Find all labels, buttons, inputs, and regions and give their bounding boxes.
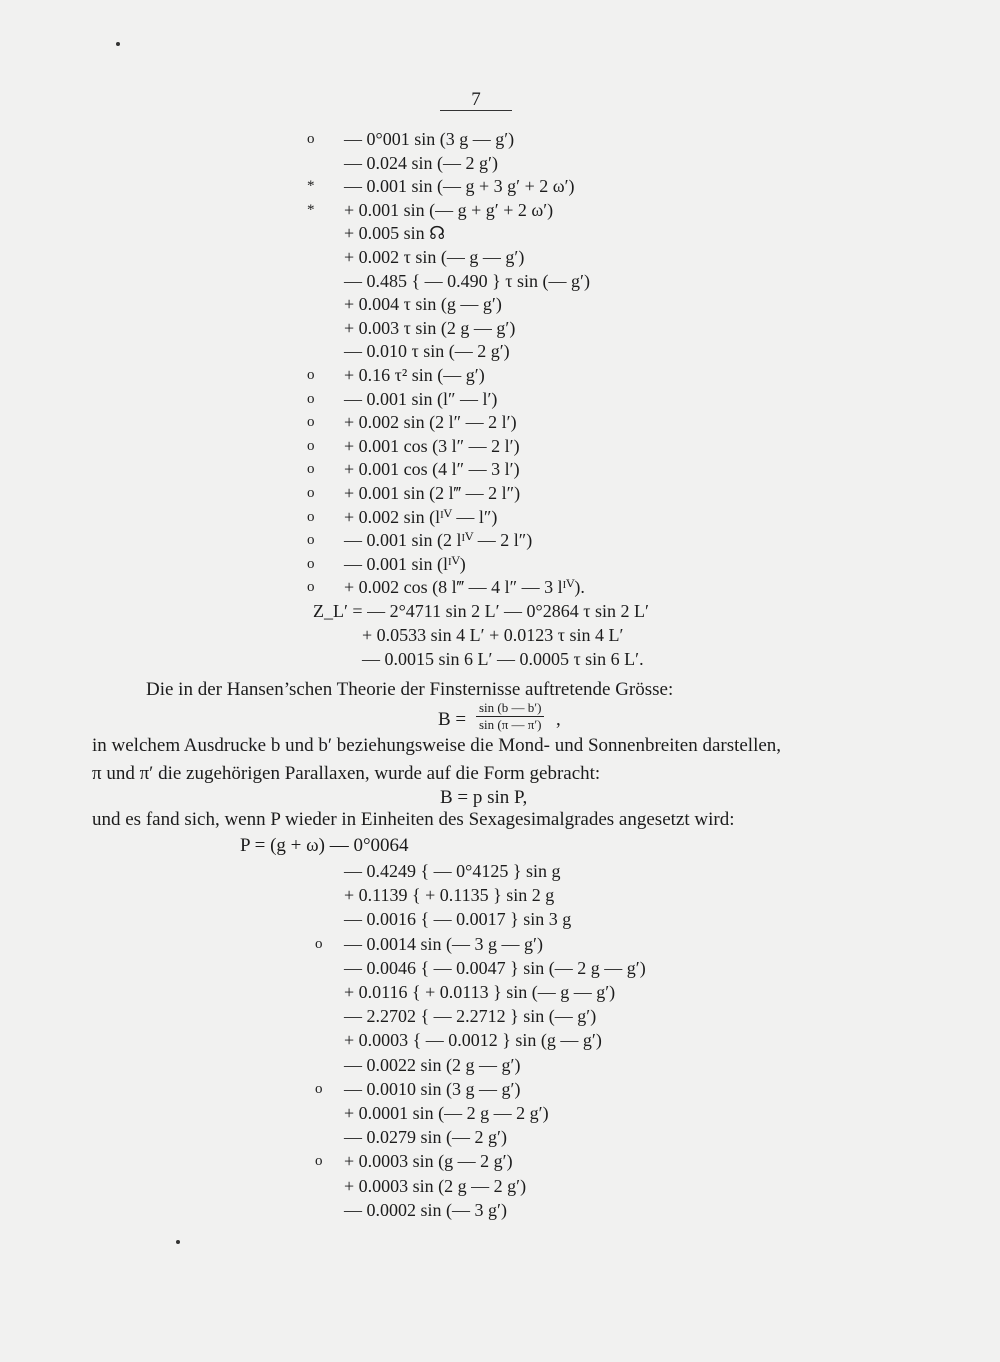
marginal-mark: o	[315, 1080, 323, 1097]
marginal-mark: o	[307, 508, 315, 525]
paragraph-2: in welchem Ausdrucke b und b′ beziehungsweise die Mond- und Sonnenbreiten darstellen,	[92, 735, 782, 756]
series-term: + 0.002 sin (lᴵⱽ — l″)	[344, 506, 498, 527]
marginal-mark: o	[307, 131, 315, 147]
series-term: — 0.001 sin (2 lᴵⱽ — 2 l″)	[344, 530, 533, 551]
z-line-1: Z_L′ = — 2°4711 sin 2 L′ — 0°2864 τ sin 2 L′	[313, 601, 649, 621]
formula-b-suffix: ,	[556, 709, 561, 730]
series-term: + 0.001 cos (4 l″ — 3 l′)	[344, 459, 520, 480]
z-line-3: — 0.0015 sin 6 L′ — 0.0005 τ sin 6 L′.	[362, 649, 644, 669]
series-term: — 0.0279 sin (— 2 g′)	[344, 1127, 507, 1148]
marginal-mark: o	[307, 555, 315, 572]
series-term: + 0.002 cos (8 l‴ — 4 l″ — 3 lᴵⱽ).	[344, 577, 585, 598]
series-term: — 0.0016 { — 0.0017 } sin 3 g	[344, 909, 572, 930]
marginal-mark: o	[307, 485, 315, 501]
series-term: — 0.001 sin (lᴵⱽ)	[344, 553, 466, 574]
formula-b-lhs: B =	[438, 709, 467, 730]
series-term: + 0.002 sin (2 l″ — 2 l′)	[344, 412, 517, 433]
series-term: — 0.001 sin (l″ — l′)	[344, 388, 498, 409]
marginal-mark: o	[315, 935, 323, 952]
speck-mark	[116, 42, 120, 46]
marginal-mark: *	[307, 178, 315, 195]
series-term: + 0.0003 sin (2 g — 2 g′)	[344, 1175, 527, 1196]
series-term: + 0.0001 sin (— 2 g — 2 g′)	[344, 1103, 549, 1123]
paragraph-1: Die in der Hansen’schen Theorie der Finsternisse auftretende Grösse:	[146, 679, 674, 700]
series-term: + 0.003 τ sin (2 g — g′)	[344, 317, 516, 338]
series-term: + 0.001 sin (2 l‴ — 2 l″)	[344, 483, 521, 503]
p-first-line: P = (g + ω) — 0°0064	[240, 835, 409, 856]
series-term: — 0.0022 sin (2 g — g′)	[344, 1054, 521, 1075]
series-term: + 0.1139 { + 0.1135 } sin 2 g	[344, 885, 555, 906]
series-term: — 0.0002 sin (— 3 g′)	[344, 1199, 507, 1220]
series-term: — 0.4249 { — 0°4125 } sin g	[344, 861, 561, 881]
page-number: 7	[440, 90, 512, 111]
paragraph-4: und es fand sich, wenn P wieder in Einheiten des Sexagesimalgrades angesetzt wird:	[92, 809, 735, 830]
series-term: + 0.0003 { — 0.0012 } sin (g — g′)	[344, 1030, 602, 1051]
marginal-mark: o	[307, 367, 315, 383]
series-term: — 0.0010 sin (3 g — g′)	[344, 1078, 521, 1099]
series-term: — 0.0014 sin (— 3 g — g′)	[344, 933, 543, 954]
series-term: — 0.485 { — 0.490 } τ sin (— g′)	[344, 270, 590, 291]
formula-b-numerator: sin (b — b′)	[476, 700, 544, 717]
speck-mark	[176, 1240, 180, 1244]
formula-b-p: B = p sin P,	[440, 787, 528, 808]
series-term: — 2.2702 { — 2.2712 } sin (— g′)	[344, 1006, 597, 1027]
series-term: — 0°001 sin (3 g — g′)	[344, 129, 515, 149]
z-line-2: + 0.0533 sin 4 L′ + 0.0123 τ sin 4 L′	[362, 625, 624, 645]
paragraph-3: π und π′ die zugehörigen Parallaxen, wurde auf die Form gebracht:	[92, 763, 601, 784]
marginal-mark: o	[307, 532, 315, 549]
marginal-mark: o	[307, 461, 315, 478]
formula-b-denominator: sin (π — π′)	[478, 717, 542, 732]
series-term: — 0.010 τ sin (— 2 g′)	[344, 341, 510, 362]
series-term: + 0.001 sin (— g + g′ + 2 ω′)	[344, 199, 554, 220]
series-term: + 0.0003 sin (g — 2 g′)	[344, 1151, 513, 1172]
marginal-mark: o	[307, 579, 315, 596]
marginal-mark: *	[307, 201, 315, 218]
series-term: + 0.001 cos (3 l″ — 2 l′)	[344, 435, 520, 456]
series-term: — 0.0046 { — 0.0047 } sin (— 2 g — g′)	[344, 957, 646, 978]
series-term: — 0.001 sin (— g + 3 g′ + 2 ω′)	[344, 176, 575, 197]
formula-b-fraction	[476, 700, 544, 733]
series-term: + 0.004 τ sin (g — g′)	[344, 294, 502, 315]
series-term: + 0.005 sin ☊	[344, 223, 446, 244]
series-term: + 0.16 τ² sin (— g′)	[344, 365, 485, 385]
marginal-mark: o	[307, 414, 315, 431]
series-term: + 0.002 τ sin (— g — g′)	[344, 247, 525, 267]
marginal-mark: o	[307, 437, 315, 454]
marginal-mark: o	[307, 390, 315, 407]
series-term: — 0.024 sin (— 2 g′)	[344, 152, 498, 173]
marginal-mark: o	[315, 1153, 323, 1170]
series-term: + 0.0116 { + 0.0113 } sin (— g — g′)	[344, 982, 616, 1002]
